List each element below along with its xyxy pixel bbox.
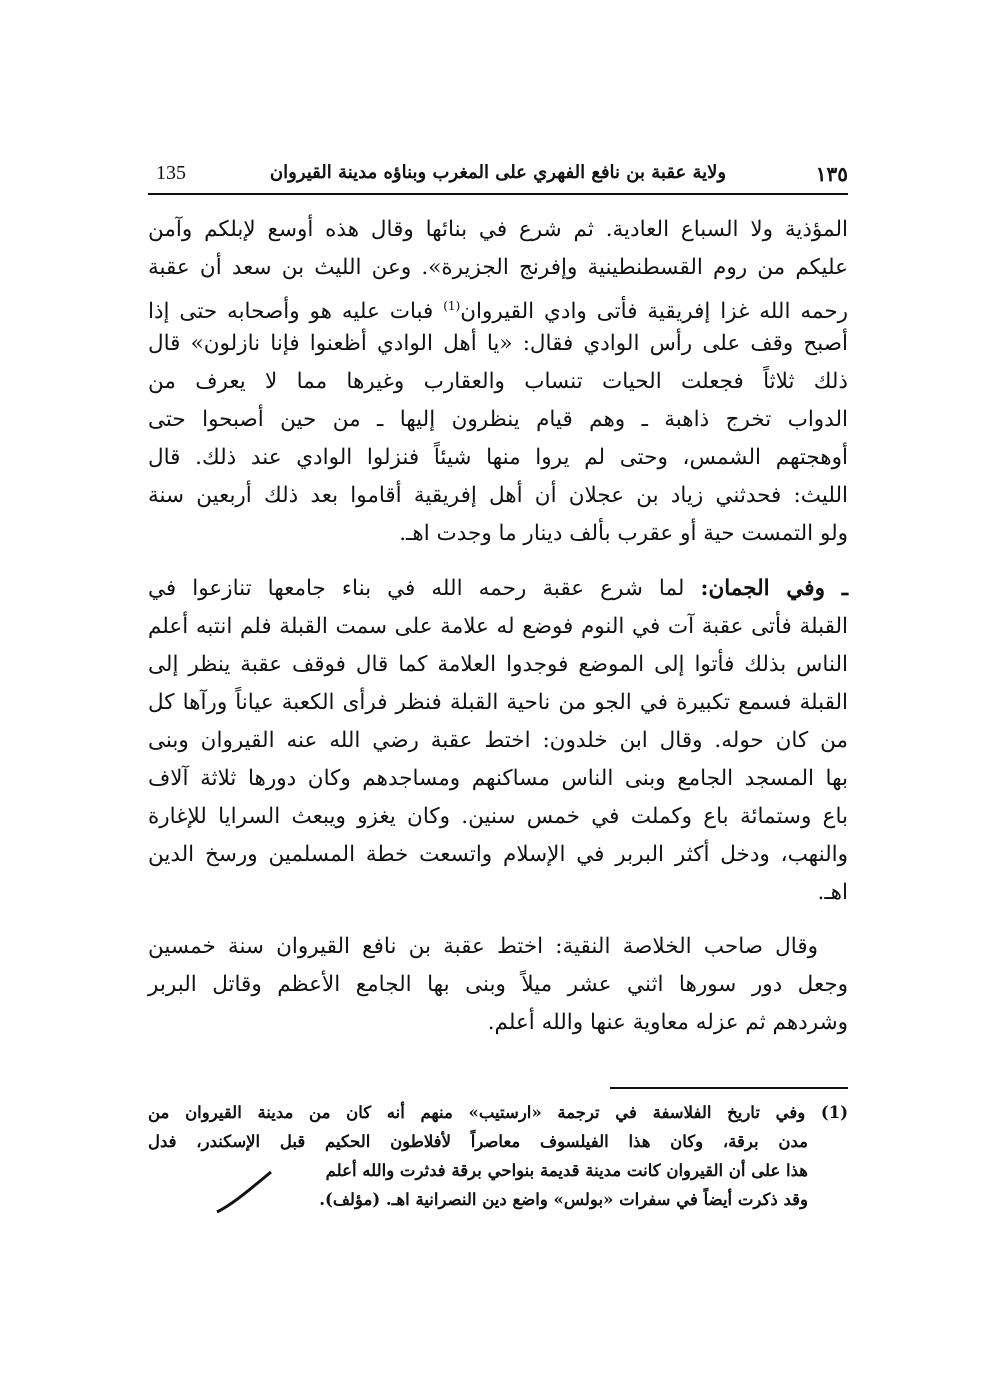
footnote-ref[interactable]: (1) xyxy=(443,299,461,313)
text-line: القبلة فأتى عقبة آت في النوم فوضع له علامة على سمت القبلة فلم انتبه أعلم xyxy=(148,614,848,639)
text-line: اهـ. xyxy=(817,880,848,905)
text-line: ولو التمست حية أو عقرب بألف دينار ما وجدت اهـ. xyxy=(399,521,848,546)
text-line: بها المسجد الجامع وبنى الناس مساكنهم ومساجدهم وكان دورها ثلاثة آلاف xyxy=(148,766,848,791)
footnote-line: وقد ذكرت أيضاً في سفرات «بولس» واضع دين النصرانية اهـ. (مؤلف). xyxy=(319,1190,808,1209)
text-segment: وفي تاريخ الفلاسفة في ترجمة «ارستيب» منهم أنه كان من مدينة القيروان من xyxy=(148,1103,806,1122)
text-segment: فبات عليه هو وأصحابه حتى إذا xyxy=(148,299,434,325)
pen-stroke-mark xyxy=(215,1168,275,1218)
text-line: من كان حوله. وقال ابن خلدون: اختط عقبة رضي الله عنه القيروان وبنى xyxy=(148,728,848,753)
section-lead: ـ وفي الجمان: xyxy=(700,576,848,601)
text-line: الدواب تخرج ذاهبة ـ وهم قيام ينظرون إليها ـ من حين أصبحوا حتى xyxy=(148,407,848,432)
footnote-marker: (1) xyxy=(820,1103,848,1122)
text-line xyxy=(148,291,848,327)
text-line: المؤذية ولا السباع العادية. ثم شرع في بنائها وقال هذه أوسع لإبلكم وآمن xyxy=(148,217,848,242)
text-line: الليث: فحدثني زياد بن عجلان أن أهل إفريقية أقاموا بعد ذلك أربعين سنة xyxy=(148,483,848,508)
header-rule xyxy=(148,193,848,195)
text-line: وشردهم ثم عزله معاوية عنها والله أعلم. xyxy=(487,1010,848,1035)
text-line: باع وستمائة باع وكملت في خمس سنين. وكان يغزو ويبعث السرايا للإغارة xyxy=(148,804,848,829)
text-line: والنهب، ودخل أكثر البربر في الإسلام واتسعت خطة المسلمين ورسخ الدين xyxy=(148,842,848,867)
text-line: الناس بذلك فأتوا إلى الموضع فوجدوا العلامة كما قال فوقف عقبة ينظر إلى xyxy=(148,652,848,677)
footnote-rule xyxy=(610,1087,848,1089)
page-number-arabic: ١٣٥ xyxy=(815,162,848,186)
text-line: وجعل دور سورها اثني عشر ميلاً وبنى بها الجامع الأعظم وقاتل البربر xyxy=(148,972,848,997)
footnote-line: هذا على أن القيروان كانت مدينة قديمة بنواحي برقة فدثرت والله أعلم xyxy=(325,1161,808,1180)
running-header xyxy=(148,160,848,194)
text-line: القبلة فسمع تكبيرة في الجو من ناحية القبلة فنظر فرأى الكعبة عياناً ورآها كل xyxy=(148,690,848,715)
text-line: أوهجتهم الشمس، وحتى لم يروا منها شيئاً فنزلوا الوادي عند ذلك. قال xyxy=(148,445,848,470)
page-number-latin: 135 xyxy=(156,162,186,184)
text-line: وقال صاحب الخلاصة النقية: اختط عقبة بن نافع القيروان سنة خمسين xyxy=(148,934,818,959)
text-line: عليكم من روم القسطنطينية وإفرنج الجزيرة». وعن الليث بن سعد أن عقبة xyxy=(148,255,848,280)
text-line: أصبح وقف على رأس الوادي فقال: «يا أهل الوادي أظعنوا فإنا نازلون» قال xyxy=(148,331,848,356)
footnote-line: مدن برقة، وكان هذا الفيلسوف معاصراً لأفلاطون الحكيم قبل الإسكندر، فدل xyxy=(148,1132,808,1151)
footnote-line xyxy=(148,1100,848,1126)
text-line: ذلك ثلاثاً فجعلت الحيات تنساب والعقارب وغيرها مما لا يعرف من xyxy=(148,369,848,394)
text-line xyxy=(148,574,848,604)
text-segment: لما شرع عقبة رحمه الله في بناء جامعها تنازعوا في xyxy=(148,576,685,601)
text-segment: رحمه الله غزا إفريقية فأتى وادي القيروان xyxy=(460,299,848,325)
running-title: ولاية عقبة بن نافع الفهري على المغرب وبناؤه مدينة القيروان xyxy=(269,162,727,183)
